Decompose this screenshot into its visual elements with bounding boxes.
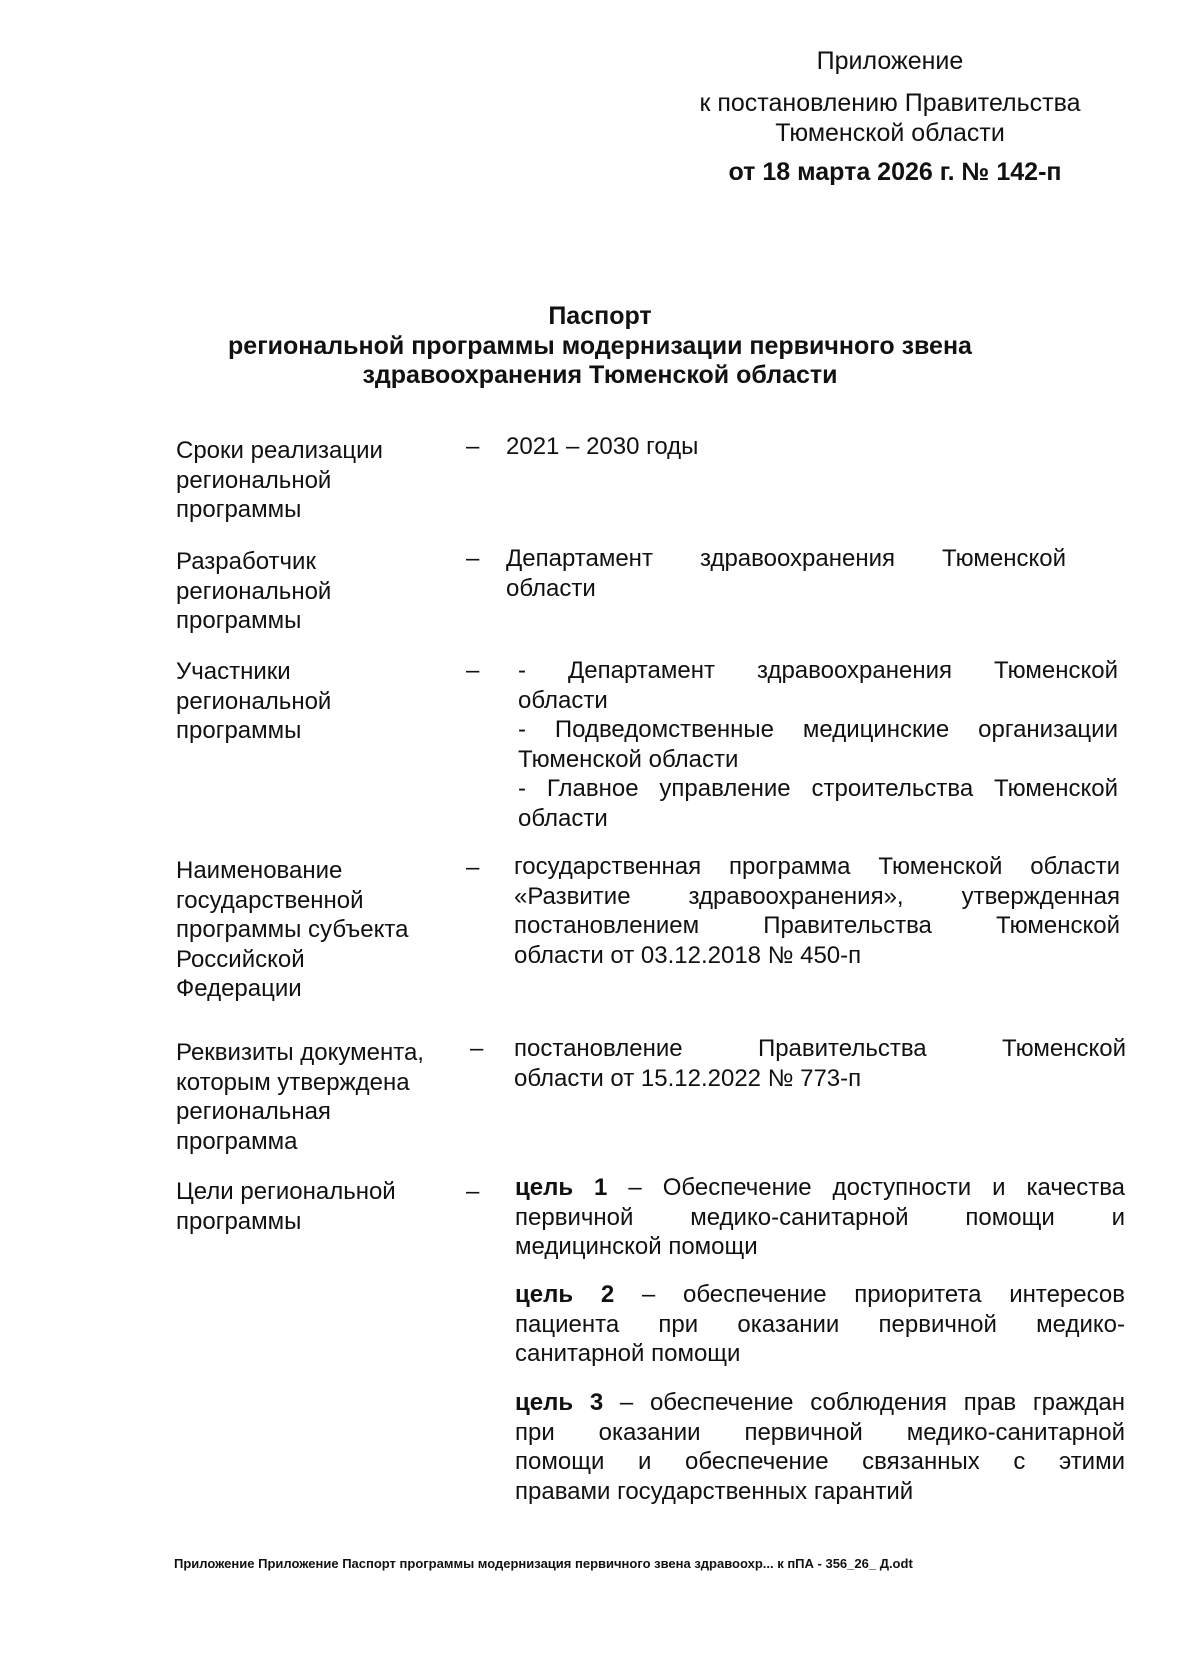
goal-name: цель 1 (515, 1174, 608, 1201)
label-line: Наименование (176, 857, 343, 884)
row-dash: – (466, 433, 480, 460)
value-line: - Подведомственные медицинские организации (518, 716, 1118, 743)
row-label (176, 436, 466, 525)
row-label (176, 856, 466, 1004)
decree-date-number: от 18 марта 2026 г. № 142-п (728, 158, 1062, 186)
value-line: государственная программа Тюменской области (514, 853, 1120, 880)
goal-line: пациента при оказании первичной медико- (515, 1310, 1125, 1338)
label-line: программы (176, 496, 302, 523)
label-line: программа (176, 1127, 298, 1155)
label-line: региональной (176, 687, 332, 715)
label-line: региональной (176, 466, 332, 494)
goal-line: правами государственных гарантий (515, 1477, 914, 1505)
value-line: области (518, 804, 608, 832)
row-value (514, 1034, 1126, 1093)
appendix-heading: Приложение (816, 47, 964, 75)
goal-line (515, 1280, 1125, 1310)
label-line: Разработчик (176, 548, 316, 575)
value-line: Департамент здравоохранения Тюменской (506, 545, 1066, 572)
row-dash: – (470, 1035, 484, 1062)
row-label (176, 1038, 476, 1156)
label-line: программы (176, 717, 302, 744)
value-line: «Развитие здравоохранения», утвержденная (514, 882, 1120, 910)
row-value (518, 656, 1118, 833)
value-line: - Главное управление строительства Тюменской (518, 775, 1118, 802)
goal-line (515, 1173, 1125, 1203)
label-line: программы (176, 607, 302, 634)
row-dash: – (466, 545, 480, 572)
page-footer-filename: Приложение Приложение Паспорт программы модернизация первичного звена здравоохр... к пПА - 356_26_ Д.odt (174, 1556, 913, 1571)
goal-line: санитарной помощи (515, 1340, 741, 1367)
row-value (514, 852, 1120, 970)
document-title: Паспорт (548, 302, 652, 330)
goal-line: первичной медико-санитарной помощи и (515, 1203, 1125, 1231)
label-line: региональной (176, 577, 332, 605)
value-line: - Департамент здравоохранения Тюменской (518, 657, 1118, 684)
value-line: Тюменской области (518, 745, 739, 773)
label-line: Федерации (176, 975, 302, 1002)
value-line: области (518, 686, 608, 714)
decree-reference-line1: к постановлению Правительства (699, 89, 1081, 117)
label-line: программы (176, 1207, 302, 1235)
goal-line: при оказании первичной медико-санитарной (515, 1418, 1125, 1446)
row-label (176, 657, 466, 746)
label-line: Реквизиты документа, (176, 1039, 424, 1066)
goal-name: цель 3 (515, 1389, 604, 1416)
goal-separator: – (607, 1174, 663, 1201)
document-subtitle-line1: региональной программы модернизации первичного звена (228, 332, 972, 360)
row-label (176, 547, 466, 636)
row-value (506, 432, 1066, 462)
row-dash: – (466, 1178, 480, 1205)
value-line: 2021 – 2030 годы (506, 433, 699, 460)
value-line: области от 15.12.2022 № 773-п (514, 1064, 862, 1092)
label-line: государственной (176, 886, 364, 914)
goal-text: обеспечение приоритета интересов (682, 1281, 1125, 1308)
value-line: постановление Правительства Тюменской (514, 1035, 1126, 1062)
goal-line: медицинской помощи (515, 1233, 758, 1260)
goal-3 (515, 1388, 1125, 1506)
goal-line: помощи и обеспечение связанных с этими (515, 1448, 1125, 1475)
label-line: Цели региональной (176, 1178, 396, 1205)
label-line: Сроки реализации (176, 437, 383, 464)
value-line: области от 03.12.2018 № 450-п (514, 941, 862, 969)
goal-1 (515, 1173, 1125, 1262)
row-label (176, 1177, 466, 1236)
row-dash: – (466, 854, 480, 881)
label-line: программы субъекта (176, 916, 409, 943)
goal-separator: – (603, 1389, 650, 1416)
row-value (506, 544, 1066, 603)
row-dash: – (466, 657, 480, 684)
value-line: постановлением Правительства Тюменской (514, 912, 1120, 939)
goal-separator: – (614, 1281, 683, 1308)
goal-2 (515, 1280, 1125, 1369)
goal-line (515, 1388, 1125, 1418)
label-line: Участники (176, 658, 291, 685)
document-subtitle-line2: здравоохранения Тюменской области (362, 361, 838, 389)
value-line: области (506, 574, 596, 602)
label-line: Российской (176, 945, 305, 973)
label-line: которым утверждена (176, 1068, 410, 1096)
goal-text: обеспечение соблюдения прав граждан (649, 1389, 1125, 1416)
goal-text: Обеспечение доступности и качества (662, 1174, 1126, 1201)
label-line: региональная (176, 1098, 331, 1125)
decree-reference-line2: Тюменской области (775, 119, 1005, 147)
goal-name: цель 2 (515, 1281, 615, 1308)
